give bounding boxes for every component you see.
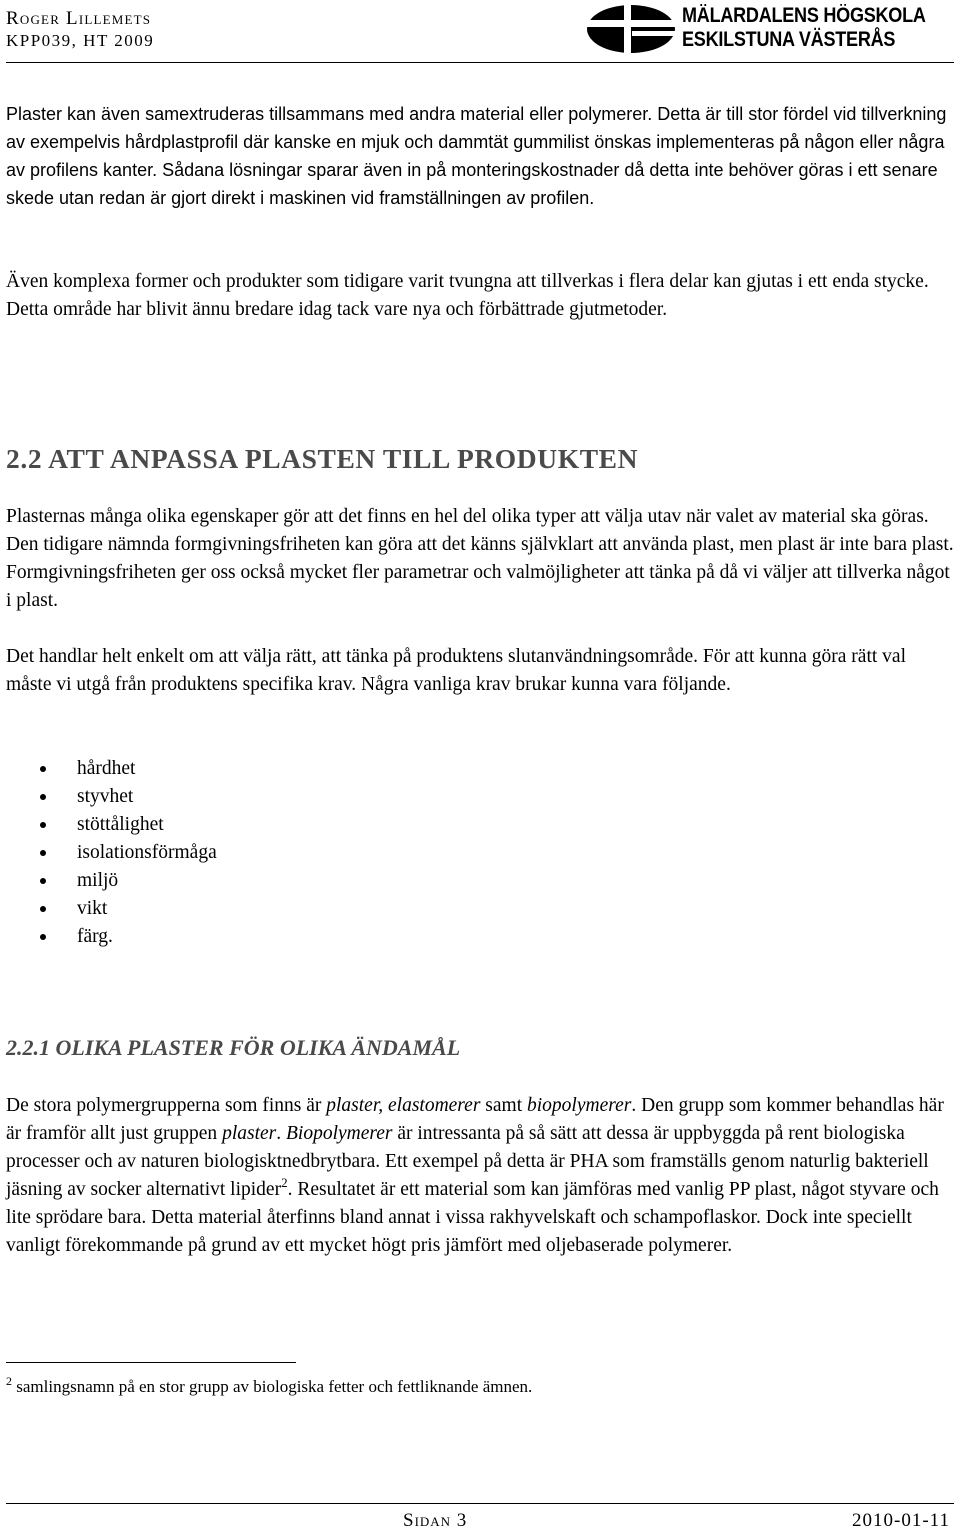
footnote — [6, 1375, 532, 1399]
paragraph-1-part-b: Sådana lösningar sparar även in på monteringskostnader då detta inte behöver göras i ett senare skede utan redan är gjort direkt i maskinen vid framställningen av profilen. — [6, 160, 938, 208]
footnote-number: 2 — [6, 1374, 12, 1388]
list-item: miljö — [40, 867, 217, 895]
section-heading-2-2-1: 2.2.1 OLIKA PLASTER FÖR OLIKA ÄNDAMÅL — [6, 1035, 461, 1060]
paragraph-3: Plasternas många olika egenskaper gör att det finns en hel del olika typer att välja utav när valet av material ska göras. Den tidigare nämnda formgivningsfriheten kan göra att det känns självklart att använda plast, men plast är inte bara plast. Formgivningsfriheten ger oss också mycket fler parametrar och valmöjligheter att tänka på då vi väljer att tillverka något i plast. — [6, 506, 954, 611]
list-item: färg. — [40, 923, 217, 951]
footer-divider — [6, 1503, 954, 1504]
bullet-icon — [40, 766, 46, 772]
footnote-divider — [6, 1362, 296, 1363]
bullet-icon — [40, 906, 46, 912]
university-logo — [584, 0, 926, 58]
list-item: vikt — [40, 895, 217, 923]
paragraph-1-part-a: Plaster kan även samextruderas tillsammans med andra material eller polymerer. Detta är till stor fördel vid tillverkning av exempelvis hårdplastprofil där kanske en mjuk och dammtät gummilist önskas implementeras på någon eller några av profilens kanter. — [6, 104, 947, 180]
section-heading-2-2: 2.2 ATT ANPASSA PLASTEN TILL PRODUKTEN — [6, 443, 639, 474]
logo-line2: ESKILSTUNA VÄSTERÅS — [682, 28, 896, 51]
author-name: Roger Lillemets — [6, 8, 152, 29]
bullet-icon — [40, 822, 46, 828]
list-item: isolationsförmåga — [40, 839, 217, 867]
paragraph-2: Även komplexa former och produkter som tidigare varit tvungna att tillverkas i flera delar kan gjutas i ett enda stycke. Detta område har blivit ännu bredare idag tack vare nya och förbättrade gjutmetoder. — [6, 271, 929, 320]
logo-line1: MÄLARDALENS HÖGSKOLA — [682, 4, 926, 27]
footnote-reference[interactable]: 2 — [281, 1175, 288, 1190]
footer-date: 2010-01-11 — [852, 1510, 950, 1531]
paragraph-5: De stora polymergrupperna som finns är plaster, elastomerer samt biopolymerer. Den grupp som kommer behandlas här är framför allt just gruppen plaster. Biopolymerer är intressanta på så sätt att dessa är uppbyggda på rent biologiska processer och av naturen biologisktnedbrytbara. Ett exempel på detta är PHA som framställs genom naturlig bakteriell jäsning av socker alternativt lipider$^2$. Resultatet är ett material som kan jämföras med vanlig PP plast, något styvare och lite sprödare bara. Detta material återfinns bland annat i vissa rakhyvelskaft och schampoflaskor. Dock inte speciellt vanligt förekommande på grund av ett mycket högt pris jämfört med oljebaserade polymerer. — [6, 1095, 944, 1256]
course-code: KPP039, HT 2009 — [6, 31, 155, 50]
bullet-icon — [40, 794, 46, 800]
logo-wordmark — [682, 4, 926, 52]
page-number: Sidan 3 — [403, 1510, 468, 1531]
bullet-icon — [40, 878, 46, 884]
bullet-icon — [40, 934, 46, 940]
requirements-list — [40, 755, 217, 951]
list-item: stöttålighet — [40, 811, 217, 839]
header-info — [6, 8, 154, 52]
list-item: hårdhet — [40, 755, 217, 783]
paragraph-4: Det handlar helt enkelt om att välja rätt, att tänka på produktens slutanvändningsområde. För att kunna göra rätt val måste vi utgå från produktens specifika krav. Några vanliga krav brukar kunna vara följande. — [6, 646, 906, 695]
list-item: styvhet — [40, 783, 217, 811]
footnote-text: samlingsnamn på en stor grupp av biologiska fetter och fettliknande ämnen. — [12, 1377, 533, 1396]
paragraph-1 — [6, 100, 954, 212]
bullet-icon — [40, 850, 46, 856]
mdh-logo-emblem-icon — [584, 2, 678, 56]
header-divider — [6, 62, 954, 63]
